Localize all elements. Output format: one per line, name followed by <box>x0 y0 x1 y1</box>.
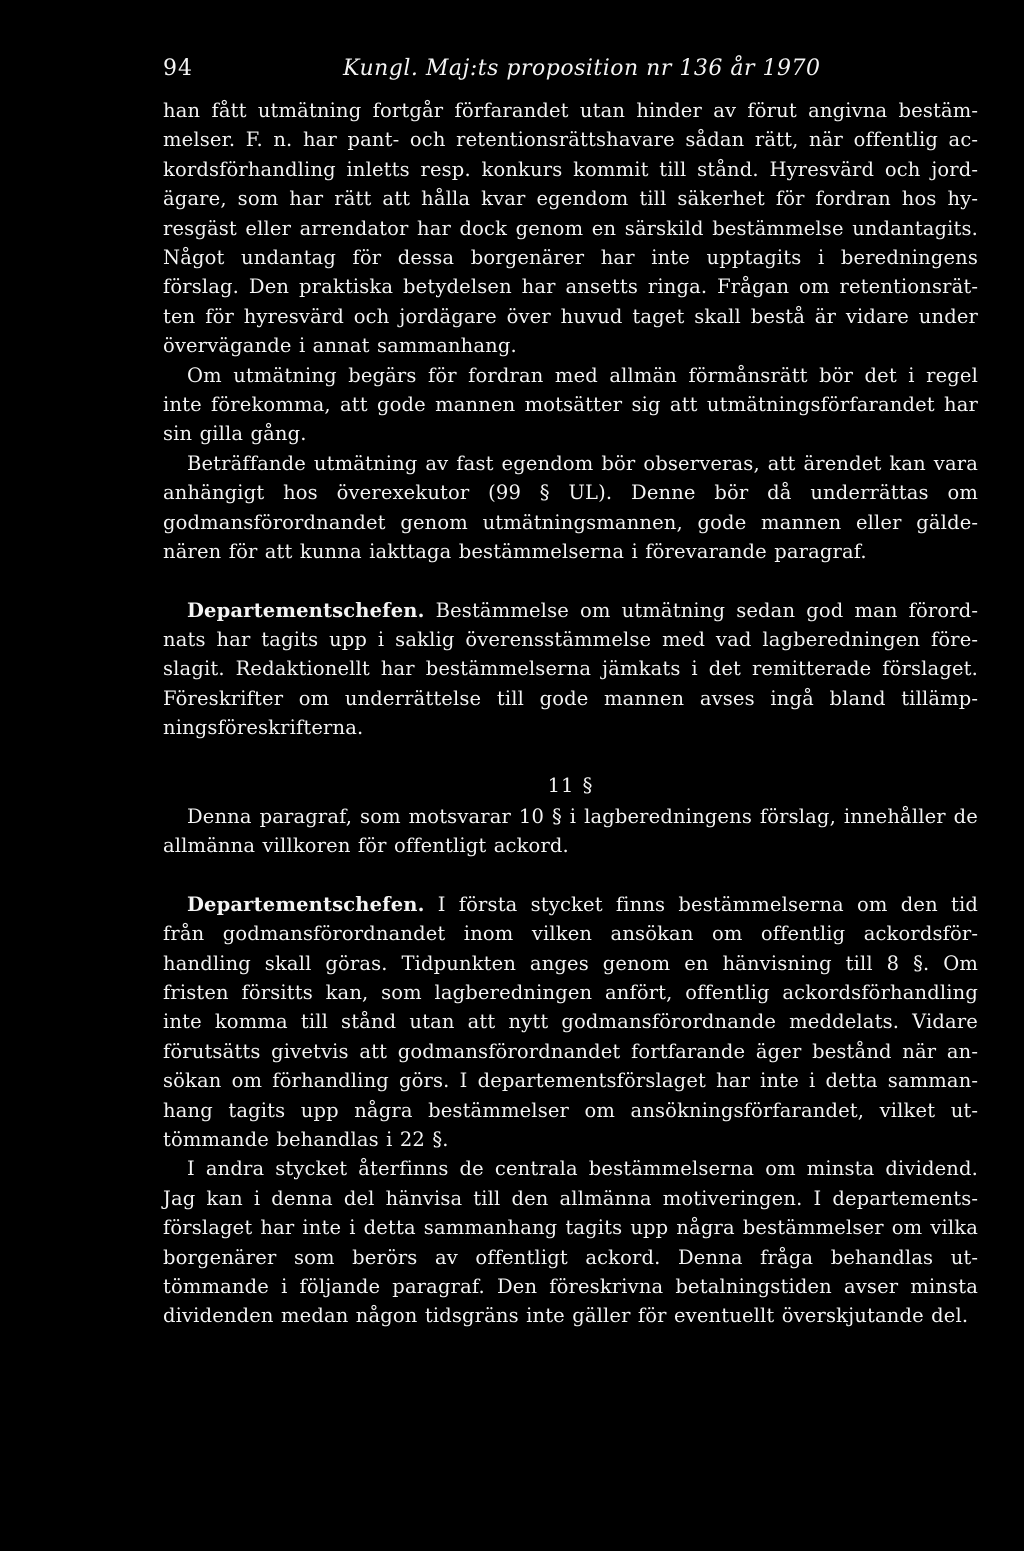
paragraph-3: Beträffande utmätning av fast egendom bör observeras, att ärendet kan vara anhängigt hos överexekutor (99 § UL). Denne bör då underrättas om godmansförordnandet genom utmätningsmannen, gode mannen eller gäldenären för att kunna iakttaga bestämmelserna i förevarande paragraf. <box>163 451 978 564</box>
paragraph-2: Om utmätning begärs för fordran med allmän förmånsrätt bör det i regel inte förekomma, att gode mannen motsätter sig att utmätningsförfarandet har sin gilla gång. <box>163 363 978 446</box>
journal-title: Kungl. Maj:ts proposition nr 136 år 1970 <box>343 56 821 81</box>
paragraph-4 <box>163 596 978 743</box>
page-number: 94 <box>163 56 193 81</box>
paragraph-4-text: Bestämmelse om utmätning sedan god man förordnats har tagits upp i saklig överensstämmelse med vad lagberedningen föreslagit. Redaktionellt har bestämmelserna jämkats i det remitterade förslaget. Föreskrifter om underrättelse till gode mannen avses ingå bland tillämpningsföreskrifterna. <box>163 598 978 740</box>
department-head-label: Departementschefen. <box>187 892 425 916</box>
paragraph-5: Denna paragraf, som motsvarar 10 § i lagberedningens förslag, innehåller de allmänna villkoren för offentligt ackord. <box>163 804 978 858</box>
paragraph-6-text: I första stycket finns bestämmelserna om den tid från godmansförordnandet inom vilken ansökan om offentlig ackordsförhandling skall göras. Tidpunkten anges genom en hänvisning till 8 §. Om fristen försitts kan, som lagberedningen anfört, offentlig ackordsförhandling inte komma till stånd utan att nytt godmansförordnande meddelats. Vidare förutsätts givetvis att godmansförordnandet fortfarande äger bestånd när ansökan om förhandling görs. I departementsförslaget har inte i detta sammanhang tagits upp några bestämmelser om ansökningsförfarandet, vilket uttömmande behandlas i 22 §. <box>163 892 978 1151</box>
section-heading: 11 § <box>547 773 594 797</box>
paragraph-7: I andra stycket återfinns de centrala bestämmelserna om minsta dividend. Jag kan i denna del hänvisa till den allmänna motiveringen. I departementsförslaget har inte i detta sammanhang tagits upp några bestämmelser om vilka borgenärer som berörs av offentligt ackord. Denna fråga behandlas uttömmande i följande paragraf. Den föreskrivna betalningstiden avser minsta dividenden medan någon tidsgräns inte gäller för eventuellt överskjutande del. <box>163 1157 978 1328</box>
paragraph-1: han fått utmätning fortgår förfarandet utan hinder av förut angivna bestämmelser. F. n. har pant- och retentionsrättshavare sådan rätt, när offentlig ackordsförhandling inletts resp. konkurs kommit till stånd. Hyresvärd och jordägare, som har rätt att hålla kvar egendom till säkerhet för fordran hos hyresgäst eller arrendator har dock genom en särskild bestämmelse undantagits. Något undantag för dessa borgenärer har inte upptagits i beredningens förslag. Den praktiska betydelsen har ansetts ringa. Frågan om retentionsrätten för hyresvärd och jordägare över huvud taget skall bestå är vidare under övervägande i annat sammanhang. <box>163 99 978 358</box>
running-head <box>163 56 978 96</box>
paragraph-6 <box>163 890 978 1155</box>
department-head-label: Departementschefen. <box>187 598 425 622</box>
body-text <box>163 96 978 1331</box>
document-page <box>163 56 978 1331</box>
